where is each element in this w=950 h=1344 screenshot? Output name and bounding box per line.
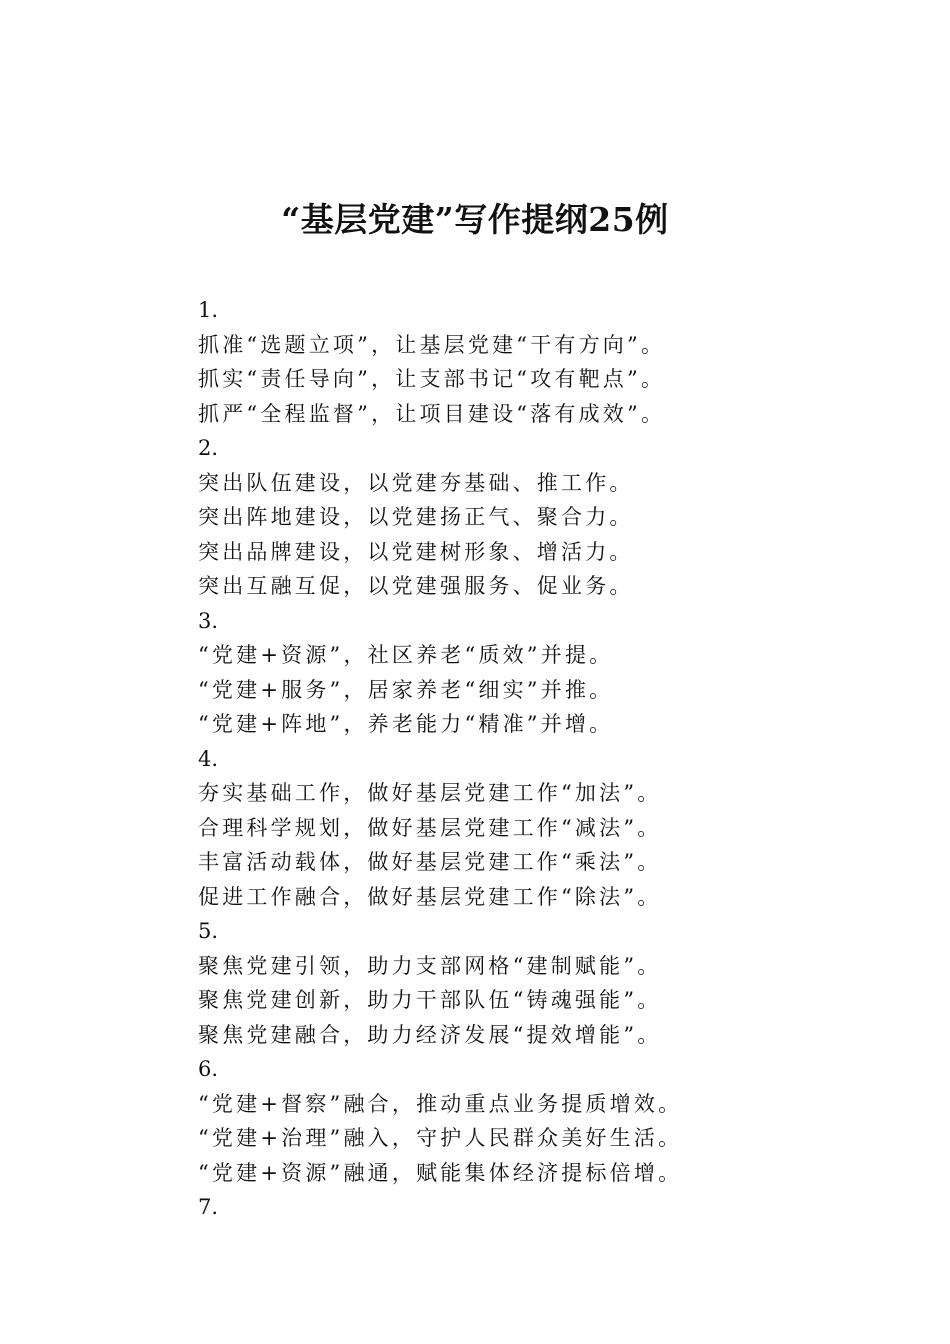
outline-line: 聚焦党建融合，助力经济发展“提效增能”。 <box>198 1022 662 1047</box>
section-number: 1. <box>198 298 219 322</box>
outline-line: 突出品牌建设，以党建树形象、增活力。 <box>198 539 634 564</box>
outline-line: 抓实“责任导向”，让支部书记“攻有靶点”。 <box>198 367 666 391</box>
outline-line: 抓准“选题立项”，让基层党建“干有方向”。 <box>198 332 666 357</box>
outline-line: 突出阵地建设，以党建扬正气、聚合力。 <box>198 505 634 529</box>
document-body <box>198 293 898 1225</box>
outline-line: 促进工作融合，做好基层党建工作“除法”。 <box>198 884 662 909</box>
section-number: 5. <box>198 919 219 943</box>
section-number: 2. <box>198 436 219 460</box>
outline-line: “党建+阵地”，养老能力“精准”并增。 <box>198 712 614 736</box>
outline-line: 突出队伍建设，以党建夯基础、推工作。 <box>198 470 634 495</box>
outline-line: 丰富活动载体，做好基层党建工作“乘法”。 <box>198 850 662 874</box>
section-number: 3. <box>198 608 219 633</box>
outline-line: “党建+资源”，社区养老“质效”并提。 <box>198 643 614 667</box>
outline-line: 合理科学规划，做好基层党建工作“减法”。 <box>198 815 662 840</box>
outline-line: 聚焦党建创新，助力干部队伍“铸魂强能”。 <box>198 988 662 1012</box>
outline-line: “党建+服务”，居家养老“细实”并推。 <box>198 677 614 702</box>
section-number: 6. <box>198 1057 219 1081</box>
section-number: 7. <box>198 1195 219 1219</box>
outline-line: “党建+督察”融合，推动重点业务提质增效。 <box>198 1091 683 1116</box>
document-title: “基层党建”写作提纲25例 <box>281 200 669 239</box>
outline-line: 抓严“全程监督”，让项目建设“落有成效”。 <box>198 401 666 426</box>
outline-line: “党建+资源”融通，赋能集体经济提标倍增。 <box>198 1160 683 1185</box>
outline-line: 夯实基础工作，做好基层党建工作“加法”。 <box>198 781 662 805</box>
outline-line: 聚焦党建引领，助力支部网格“建制赋能”。 <box>198 953 662 978</box>
section-number: 4. <box>198 746 219 771</box>
outline-line: “党建+治理”融入，守护人民群众美好生活。 <box>198 1126 683 1150</box>
outline-line: 突出互融互促，以党建强服务、促业务。 <box>198 574 634 598</box>
